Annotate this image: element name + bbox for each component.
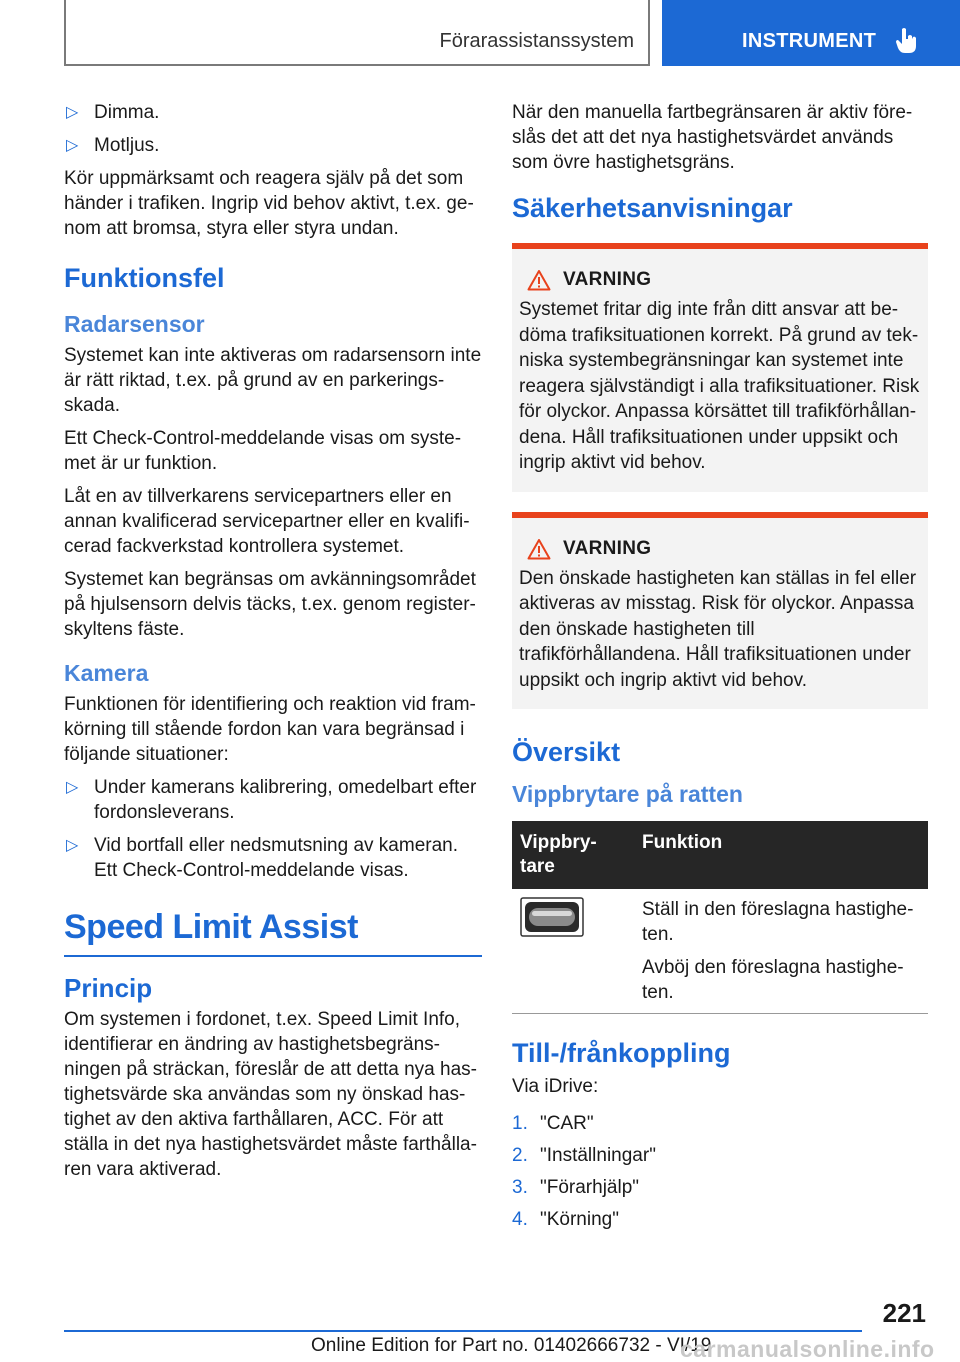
heading-speed-limit-assist: Speed Limit Assist xyxy=(64,905,482,957)
radar-paragraph: Systemet kan inte aktiveras om radarsensorn inte är rätt riktad, t.ex. på grund av en parkerings-skada. xyxy=(64,345,482,416)
table-cell xyxy=(512,889,634,1014)
right-column xyxy=(512,100,928,1239)
table-cell xyxy=(634,889,928,1014)
warning-box xyxy=(512,512,928,710)
list-item: ▷ Under kamerans kalibrering, omedelbart efter fordonsleverans. xyxy=(66,777,477,823)
warning-header xyxy=(519,538,920,560)
warning-title: VARNING xyxy=(563,537,652,559)
till-intro: Via iDrive: xyxy=(512,1076,599,1097)
heading-vippbrytare: Vippbrytare på ratten xyxy=(512,781,743,807)
page-number: 221 xyxy=(882,1298,926,1328)
list-item: 3. "Förarhjälp" xyxy=(512,1177,640,1198)
section-title: Förarassistanssystem xyxy=(439,30,634,52)
warning-box xyxy=(512,243,928,492)
function-text: Avböj den föreslagna hastighe-ten. xyxy=(642,957,904,1003)
watermark: carmanualsonline.info xyxy=(680,1336,935,1362)
table-row xyxy=(512,889,928,1014)
rocker-switch-icon xyxy=(520,897,584,937)
triangle-bullet-icon: ▷ xyxy=(66,779,79,796)
heading-kamera: Kamera xyxy=(64,660,149,686)
list-item: 1. "CAR" xyxy=(512,1113,594,1134)
page-header xyxy=(0,0,960,66)
list-item: ▷ Vid bortfall eller nedsmutsning av kameran. Ett Check-Control-meddelande visas. xyxy=(66,835,459,881)
column-header: Funktion xyxy=(634,821,928,889)
left-column xyxy=(64,100,482,1190)
list-item: ▷ Dimma. xyxy=(66,102,160,123)
warning-text: Systemet fritar dig inte från ditt ansvar att be-döma trafiksituationen korrekt. På grund av tek-niska systembegränsningar kan systemet inte reagera självständigt i alla trafiksituationer. Risk för olyckor. Anpassa körsättet till trafikförhållan-dena. Håll trafiksituationen under uppsikt och ingrip aktivt vid behov. xyxy=(519,299,920,473)
section-tab xyxy=(64,0,650,66)
triangle-bullet-icon: ▷ xyxy=(66,837,79,854)
triangle-bullet-icon: ▷ xyxy=(66,104,79,121)
column-header: Vippbry-tare xyxy=(512,821,634,889)
heading-till-frankoppling: Till-/frånkoppling xyxy=(512,1038,731,1068)
footer-divider xyxy=(64,1330,862,1332)
table-header-row xyxy=(512,821,928,889)
function-text: Ställ in den föreslagna hastighe-ten. xyxy=(642,899,914,945)
chapter-tab xyxy=(662,0,960,66)
list-item: ▷ Motljus. xyxy=(66,135,160,156)
princip-paragraph: Om systemen i fordonet, t.ex. Speed Limit Info, identifierar en ändring av hastighetsbegräns-ningen på sträckan, föreslår de att detta nya has-tighetsvärde ska användas som ny önskad has-tighet av den aktiva farthållaren, ACC. För att ställa in det nya hastighetsvärdet måste farthålla-ren vara aktiverad. xyxy=(64,1009,477,1180)
radar-paragraph: Systemet kan begränsas om avkänningsområdet på hjulsensorn delvis täcks, t.ex. genom register-skyltens fäste. xyxy=(64,569,476,640)
heading-radarsensor: Radarsensor xyxy=(64,311,205,337)
heading-funktionsfel: Funktionsfel xyxy=(64,263,225,293)
warning-header xyxy=(519,269,920,291)
edition-text: Online Edition for Part no. 01402666732 - VI/19 xyxy=(311,1335,712,1356)
warning-title: VARNING xyxy=(563,269,652,290)
intro-paragraph: Kör uppmärksamt och reagera själv på det som händer i trafiken. Ingrip vid behov aktivt, t.ex. ge-nom att bromsa, styra eller styra undan. xyxy=(64,168,474,239)
rocker-switch-table xyxy=(512,821,928,1014)
hand-pointer-icon xyxy=(894,26,920,54)
radar-paragraph: Ett Check-Control-meddelande visas om syste-met är ur funktion. xyxy=(64,428,462,474)
radar-paragraph: Låt en av tillverkarens servicepartners eller en annan kvalificerad servicepartner eller en kvalifi-cerad fackverkstad kontrollera systemet. xyxy=(64,486,470,557)
heading-oversikt: Översikt xyxy=(512,737,621,767)
chapter-title: INSTRUMENT xyxy=(742,30,877,52)
warning-text: Den önskade hastigheten kan ställas in fel eller aktiveras av misstag. Risk för olyckor. Anpassa den önskade hastigheten till trafikförhållandena. Håll trafiksituationen under uppsikt och ingrip aktivt vid behov. xyxy=(519,567,917,691)
heading-princip: Princip xyxy=(64,973,153,1003)
heading-sakerhetsanvisningar: Säkerhetsanvisningar xyxy=(512,193,793,223)
list-item: 2. "Inställningar" xyxy=(512,1145,656,1166)
intro-paragraph: När den manuella fartbegränsaren är aktiv före-slås det att det nya hastighetsvärdet används som övre hastighetsgräns. xyxy=(512,102,913,173)
kamera-paragraph: Funktionen för identifiering och reaktion vid fram-körning till stående fordon kan vara begränsad i följande situationer: xyxy=(64,694,476,765)
warning-triangle-icon xyxy=(527,269,551,291)
triangle-bullet-icon: ▷ xyxy=(66,137,79,154)
list-item: 4. "Körning" xyxy=(512,1209,619,1230)
warning-triangle-icon xyxy=(527,538,551,560)
